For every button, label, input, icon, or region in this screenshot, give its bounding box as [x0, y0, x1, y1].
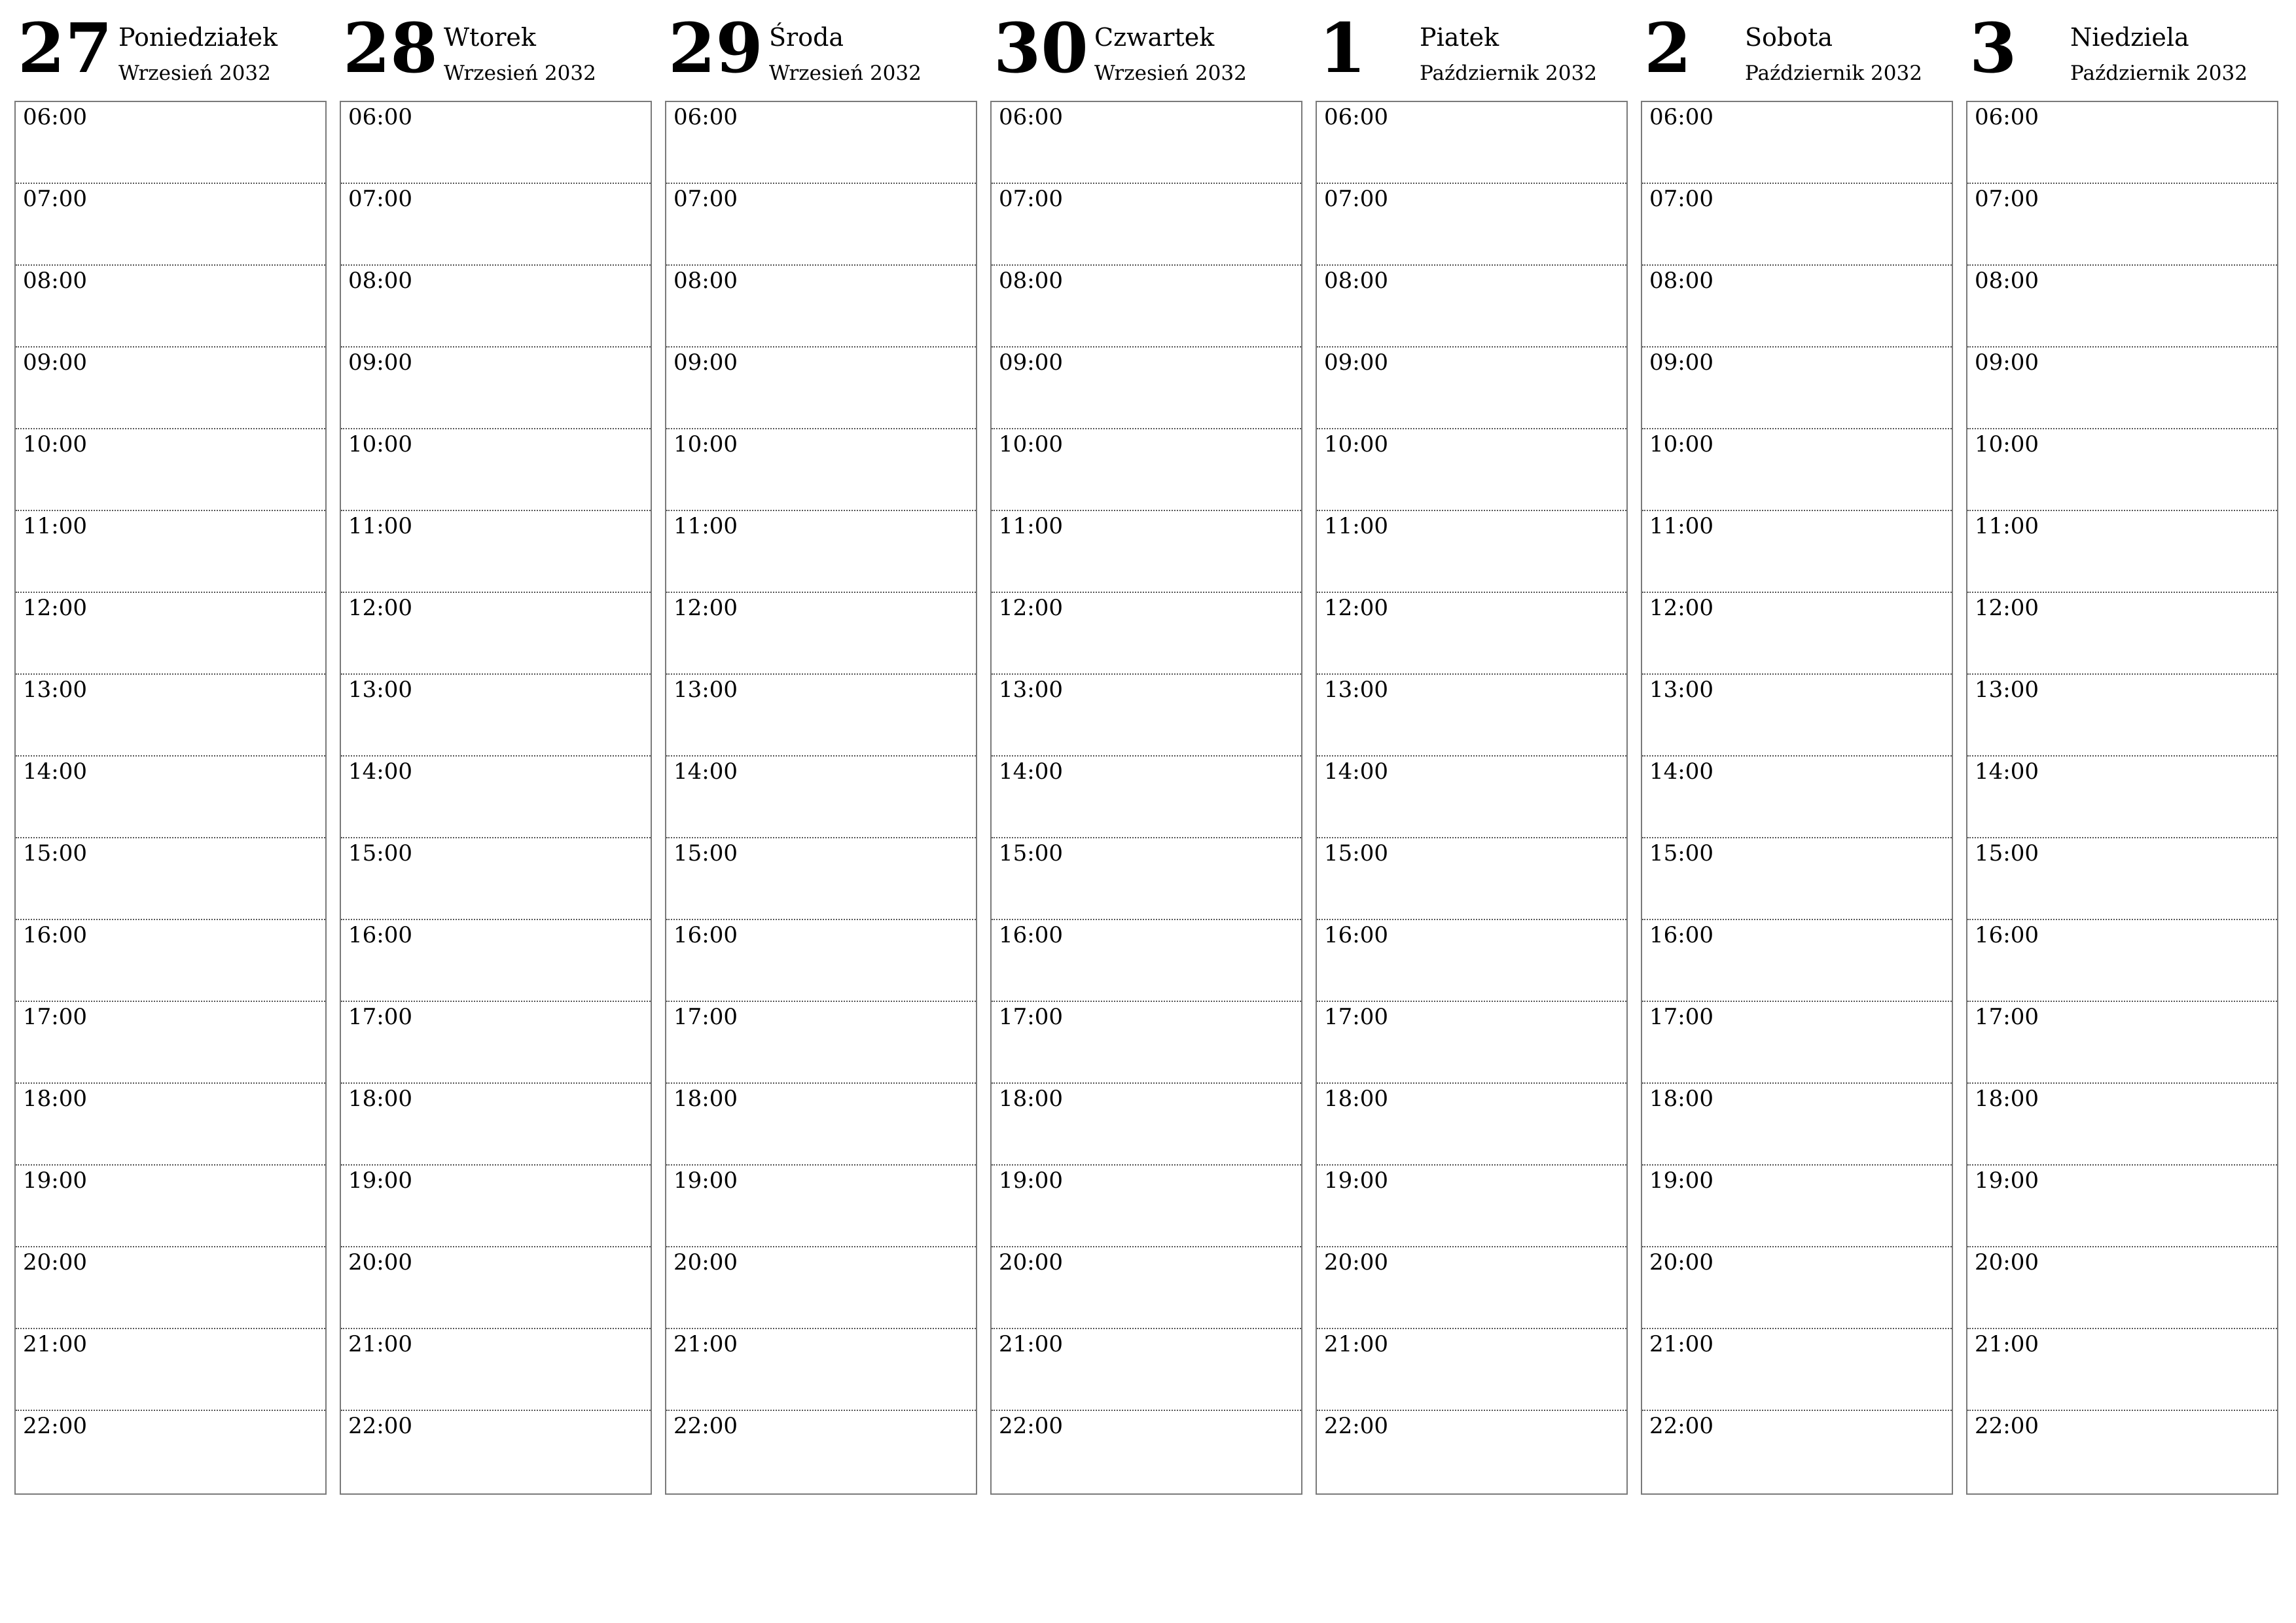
day-schedule-box	[14, 101, 327, 1495]
day-schedule-box	[1316, 101, 1628, 1495]
time-label: 14:00	[1324, 758, 1388, 785]
time-label: 16:00	[1649, 922, 1713, 948]
time-label: 16:00	[673, 922, 738, 948]
time-slot[interactable]	[341, 593, 651, 675]
time-slot[interactable]	[1967, 1002, 2277, 1084]
time-label: 14:00	[999, 758, 1063, 785]
time-slot[interactable]	[992, 1084, 1301, 1166]
time-label: 22:00	[23, 1413, 87, 1439]
time-label: 06:00	[1649, 104, 1713, 130]
time-slot[interactable]	[1642, 757, 1952, 838]
time-label: 16:00	[348, 922, 412, 948]
time-label: 21:00	[1975, 1331, 2039, 1357]
time-label: 09:00	[673, 349, 738, 376]
time-slot[interactable]	[1317, 184, 1626, 266]
time-label: 22:00	[673, 1413, 738, 1439]
time-slot[interactable]	[1317, 838, 1626, 920]
time-slot[interactable]	[16, 1329, 325, 1411]
time-slot[interactable]	[992, 429, 1301, 511]
time-label: 20:00	[999, 1249, 1063, 1275]
time-label: 13:00	[999, 677, 1063, 703]
time-label: 18:00	[999, 1086, 1063, 1112]
time-slot[interactable]	[341, 1329, 651, 1411]
day-name: Środa	[769, 23, 844, 52]
day-month: Wrzesień 2032	[769, 62, 922, 85]
time-slot[interactable]	[1967, 102, 2277, 184]
time-label: 06:00	[23, 104, 87, 130]
time-label: 09:00	[999, 349, 1063, 376]
day-header	[14, 0, 327, 98]
time-slot[interactable]	[1317, 675, 1626, 757]
time-label: 08:00	[1324, 268, 1388, 294]
time-slot[interactable]	[341, 1247, 651, 1329]
time-slot[interactable]	[1967, 1247, 2277, 1329]
time-label: 15:00	[348, 840, 412, 866]
time-slot[interactable]	[666, 348, 976, 429]
time-slot[interactable]	[1642, 1084, 1952, 1166]
time-slot[interactable]	[666, 1166, 976, 1247]
time-label: 07:00	[1649, 186, 1713, 212]
time-slot[interactable]	[666, 1002, 976, 1084]
time-label: 09:00	[1324, 349, 1388, 376]
time-slot[interactable]	[16, 757, 325, 838]
time-label: 22:00	[999, 1413, 1063, 1439]
time-label: 21:00	[23, 1331, 87, 1357]
time-slot[interactable]	[992, 1329, 1301, 1411]
time-slot[interactable]	[1967, 1084, 2277, 1166]
time-slot[interactable]	[1967, 920, 2277, 1002]
time-label: 08:00	[673, 268, 738, 294]
day-schedule-box	[1641, 101, 1953, 1495]
time-label: 22:00	[1324, 1413, 1388, 1439]
time-slot[interactable]	[1317, 1084, 1626, 1166]
time-slot[interactable]	[1967, 675, 2277, 757]
time-label: 14:00	[348, 758, 412, 785]
time-slot[interactable]	[992, 511, 1301, 593]
time-label: 18:00	[1324, 1086, 1388, 1112]
time-label: 21:00	[348, 1331, 412, 1357]
day-month: Październik 2032	[1420, 62, 1597, 85]
time-label: 22:00	[1975, 1413, 2039, 1439]
time-slot[interactable]	[992, 1002, 1301, 1084]
time-label: 18:00	[23, 1086, 87, 1112]
day-month: Wrzesień 2032	[444, 62, 596, 85]
time-label: 20:00	[23, 1249, 87, 1275]
time-label: 07:00	[673, 186, 738, 212]
time-slot[interactable]	[1967, 511, 2277, 593]
time-slot[interactable]	[341, 1166, 651, 1247]
time-slot[interactable]	[1642, 1166, 1952, 1247]
time-label: 18:00	[1649, 1086, 1713, 1112]
time-label: 19:00	[348, 1168, 412, 1194]
time-label: 15:00	[999, 840, 1063, 866]
time-label: 16:00	[1324, 922, 1388, 948]
time-slot[interactable]	[341, 920, 651, 1002]
day-header	[1641, 0, 1953, 98]
time-label: 11:00	[1324, 513, 1388, 539]
time-slot[interactable]	[1642, 348, 1952, 429]
time-label: 08:00	[1649, 268, 1713, 294]
time-slot[interactable]	[1317, 266, 1626, 348]
time-label: 16:00	[999, 922, 1063, 948]
day-number: 28	[343, 8, 438, 88]
time-label: 06:00	[1975, 104, 2039, 130]
time-slot[interactable]	[341, 1411, 651, 1493]
day-month: Październik 2032	[1745, 62, 1922, 85]
time-label: 18:00	[1975, 1086, 2039, 1112]
time-slot[interactable]	[1317, 1166, 1626, 1247]
time-slot[interactable]	[666, 184, 976, 266]
time-slot[interactable]	[666, 266, 976, 348]
time-label: 15:00	[1324, 840, 1388, 866]
time-slot[interactable]	[1317, 348, 1626, 429]
time-label: 10:00	[1975, 431, 2039, 457]
time-label: 19:00	[1324, 1168, 1388, 1194]
time-label: 17:00	[23, 1004, 87, 1030]
day-name: Sobota	[1745, 23, 1833, 52]
time-label: 12:00	[1324, 595, 1388, 621]
time-label: 14:00	[1649, 758, 1713, 785]
time-label: 17:00	[673, 1004, 738, 1030]
time-slot[interactable]	[1317, 757, 1626, 838]
time-slot[interactable]	[1967, 429, 2277, 511]
time-slot[interactable]	[992, 1411, 1301, 1493]
time-label: 18:00	[673, 1086, 738, 1112]
time-label: 09:00	[1975, 349, 2039, 376]
time-slot[interactable]	[1642, 429, 1952, 511]
time-slot[interactable]	[341, 102, 651, 184]
time-slot[interactable]	[992, 838, 1301, 920]
time-label: 20:00	[673, 1249, 738, 1275]
time-slot[interactable]	[1317, 429, 1626, 511]
time-label: 08:00	[999, 268, 1063, 294]
time-slot[interactable]	[1317, 511, 1626, 593]
time-label: 19:00	[1975, 1168, 2039, 1194]
day-number: 27	[18, 8, 113, 88]
time-slot[interactable]	[666, 920, 976, 1002]
time-label: 17:00	[1975, 1004, 2039, 1030]
time-label: 21:00	[1324, 1331, 1388, 1357]
time-label: 11:00	[1649, 513, 1713, 539]
time-label: 20:00	[348, 1249, 412, 1275]
time-label: 07:00	[23, 186, 87, 212]
day-number: 1	[1319, 8, 1367, 88]
day-header	[990, 0, 1302, 98]
time-slot[interactable]	[16, 511, 325, 593]
day-schedule-box	[665, 101, 977, 1495]
time-label: 17:00	[1324, 1004, 1388, 1030]
time-slot[interactable]	[1967, 266, 2277, 348]
time-slot[interactable]	[1317, 593, 1626, 675]
time-slot[interactable]	[1317, 1329, 1626, 1411]
time-slot[interactable]	[1642, 675, 1952, 757]
weekly-planner	[14, 0, 2295, 1505]
time-label: 21:00	[999, 1331, 1063, 1357]
time-label: 12:00	[348, 595, 412, 621]
time-slot[interactable]	[16, 920, 325, 1002]
time-slot[interactable]	[1317, 1411, 1626, 1493]
time-label: 07:00	[348, 186, 412, 212]
time-label: 17:00	[999, 1004, 1063, 1030]
day-header	[1966, 0, 2278, 98]
time-slot[interactable]	[341, 511, 651, 593]
time-slot[interactable]	[1642, 184, 1952, 266]
time-label: 11:00	[999, 513, 1063, 539]
time-slot[interactable]	[16, 102, 325, 184]
time-label: 06:00	[1324, 104, 1388, 130]
time-slot[interactable]	[1967, 838, 2277, 920]
time-slot[interactable]	[1317, 102, 1626, 184]
day-schedule-box	[340, 101, 652, 1495]
time-label: 11:00	[23, 513, 87, 539]
time-label: 11:00	[348, 513, 412, 539]
time-slot[interactable]	[1967, 184, 2277, 266]
time-label: 12:00	[1975, 595, 2039, 621]
time-label: 12:00	[23, 595, 87, 621]
time-label: 20:00	[1324, 1249, 1388, 1275]
time-slot[interactable]	[666, 1411, 976, 1493]
time-label: 14:00	[673, 758, 738, 785]
time-label: 06:00	[348, 104, 412, 130]
time-label: 21:00	[1649, 1331, 1713, 1357]
time-label: 11:00	[1975, 513, 2039, 539]
time-label: 13:00	[673, 677, 738, 703]
time-slot[interactable]	[1642, 593, 1952, 675]
time-slot[interactable]	[1967, 757, 2277, 838]
day-month: Wrzesień 2032	[118, 62, 271, 85]
time-label: 12:00	[1649, 595, 1713, 621]
time-label: 08:00	[348, 268, 412, 294]
day-name: Wtorek	[444, 23, 536, 52]
time-slot[interactable]	[16, 266, 325, 348]
day-header	[340, 0, 652, 98]
time-slot[interactable]	[992, 1166, 1301, 1247]
time-slot[interactable]	[666, 102, 976, 184]
time-label: 13:00	[1975, 677, 2039, 703]
time-slot[interactable]	[1642, 920, 1952, 1002]
time-label: 18:00	[348, 1086, 412, 1112]
time-slot[interactable]	[666, 1084, 976, 1166]
time-label: 13:00	[23, 677, 87, 703]
time-label: 17:00	[1649, 1004, 1713, 1030]
time-slot[interactable]	[341, 838, 651, 920]
time-slot[interactable]	[1642, 1247, 1952, 1329]
time-label: 20:00	[1649, 1249, 1713, 1275]
time-slot[interactable]	[992, 675, 1301, 757]
time-slot[interactable]	[1642, 1411, 1952, 1493]
time-label: 07:00	[999, 186, 1063, 212]
time-slot[interactable]	[1642, 511, 1952, 593]
time-slot[interactable]	[992, 348, 1301, 429]
time-slot[interactable]	[666, 757, 976, 838]
time-slot[interactable]	[341, 348, 651, 429]
time-slot[interactable]	[1642, 102, 1952, 184]
time-slot[interactable]	[1642, 1002, 1952, 1084]
time-slot[interactable]	[1967, 1166, 2277, 1247]
time-slot[interactable]	[16, 348, 325, 429]
time-label: 13:00	[1649, 677, 1713, 703]
time-label: 19:00	[673, 1168, 738, 1194]
time-label: 17:00	[348, 1004, 412, 1030]
time-slot[interactable]	[992, 1247, 1301, 1329]
time-label: 13:00	[348, 677, 412, 703]
time-label: 08:00	[23, 268, 87, 294]
time-label: 16:00	[1975, 922, 2039, 948]
time-label: 13:00	[1324, 677, 1388, 703]
time-label: 10:00	[999, 431, 1063, 457]
day-number: 3	[1969, 8, 2017, 88]
time-label: 15:00	[23, 840, 87, 866]
time-slot[interactable]	[1317, 1002, 1626, 1084]
time-slot[interactable]	[16, 429, 325, 511]
time-slot[interactable]	[1967, 593, 2277, 675]
day-name: Piatek	[1420, 23, 1499, 52]
time-slot[interactable]	[992, 757, 1301, 838]
time-slot[interactable]	[992, 266, 1301, 348]
day-name: Niedziela	[2070, 23, 2189, 52]
time-slot[interactable]	[666, 511, 976, 593]
time-slot[interactable]	[666, 675, 976, 757]
time-slot[interactable]	[666, 1247, 976, 1329]
day-schedule-box	[990, 101, 1302, 1495]
time-slot[interactable]	[16, 1166, 325, 1247]
time-label: 12:00	[999, 595, 1063, 621]
time-label: 08:00	[1975, 268, 2039, 294]
day-number: 29	[668, 8, 763, 88]
time-slot[interactable]	[1967, 1411, 2277, 1493]
time-slot[interactable]	[1642, 1329, 1952, 1411]
time-slot[interactable]	[16, 675, 325, 757]
time-label: 09:00	[23, 349, 87, 376]
time-slot[interactable]	[992, 184, 1301, 266]
time-slot[interactable]	[341, 266, 651, 348]
day-number: 30	[994, 8, 1088, 88]
time-label: 10:00	[673, 431, 738, 457]
time-slot[interactable]	[992, 593, 1301, 675]
time-label: 19:00	[1649, 1168, 1713, 1194]
time-slot[interactable]	[1317, 1247, 1626, 1329]
time-slot[interactable]	[341, 757, 651, 838]
time-label: 21:00	[673, 1331, 738, 1357]
time-slot[interactable]	[16, 838, 325, 920]
time-label: 14:00	[23, 758, 87, 785]
time-slot[interactable]	[1967, 1329, 2277, 1411]
time-label: 19:00	[23, 1168, 87, 1194]
day-name: Czwartek	[1094, 23, 1215, 52]
time-slot[interactable]	[666, 429, 976, 511]
time-slot[interactable]	[1642, 838, 1952, 920]
day-number: 2	[1644, 8, 1692, 88]
time-label: 11:00	[673, 513, 738, 539]
day-month: Październik 2032	[2070, 62, 2248, 85]
time-slot[interactable]	[16, 1002, 325, 1084]
time-label: 07:00	[1324, 186, 1388, 212]
time-label: 10:00	[23, 431, 87, 457]
time-label: 10:00	[348, 431, 412, 457]
time-label: 14:00	[1975, 758, 2039, 785]
time-slot[interactable]	[16, 593, 325, 675]
time-label: 15:00	[1649, 840, 1713, 866]
day-header	[1316, 0, 1628, 98]
time-label: 20:00	[1975, 1249, 2039, 1275]
time-slot[interactable]	[16, 184, 325, 266]
time-label: 10:00	[1649, 431, 1713, 457]
time-slot[interactable]	[341, 184, 651, 266]
day-header	[665, 0, 977, 98]
time-label: 10:00	[1324, 431, 1388, 457]
time-slot[interactable]	[1317, 920, 1626, 1002]
time-slot[interactable]	[1642, 266, 1952, 348]
time-label: 06:00	[673, 104, 738, 130]
time-slot[interactable]	[341, 1002, 651, 1084]
time-label: 09:00	[1649, 349, 1713, 376]
time-slot[interactable]	[666, 1329, 976, 1411]
time-label: 09:00	[348, 349, 412, 376]
day-month: Wrzesień 2032	[1094, 62, 1247, 85]
time-label: 12:00	[673, 595, 738, 621]
time-slot[interactable]	[666, 593, 976, 675]
time-slot[interactable]	[1967, 348, 2277, 429]
time-slot[interactable]	[341, 1084, 651, 1166]
time-label: 16:00	[23, 922, 87, 948]
time-slot[interactable]	[341, 429, 651, 511]
time-label: 22:00	[1649, 1413, 1713, 1439]
time-slot[interactable]	[341, 675, 651, 757]
day-name: Poniedziałek	[118, 23, 278, 52]
day-schedule-box	[1966, 101, 2278, 1495]
time-slot[interactable]	[992, 920, 1301, 1002]
time-label: 19:00	[999, 1168, 1063, 1194]
time-label: 15:00	[1975, 840, 2039, 866]
time-slot[interactable]	[666, 838, 976, 920]
time-slot[interactable]	[992, 102, 1301, 184]
time-label: 07:00	[1975, 186, 2039, 212]
time-label: 15:00	[673, 840, 738, 866]
time-label: 06:00	[999, 104, 1063, 130]
time-slot[interactable]	[16, 1084, 325, 1166]
time-label: 22:00	[348, 1413, 412, 1439]
time-slot[interactable]	[16, 1247, 325, 1329]
time-slot[interactable]	[16, 1411, 325, 1493]
